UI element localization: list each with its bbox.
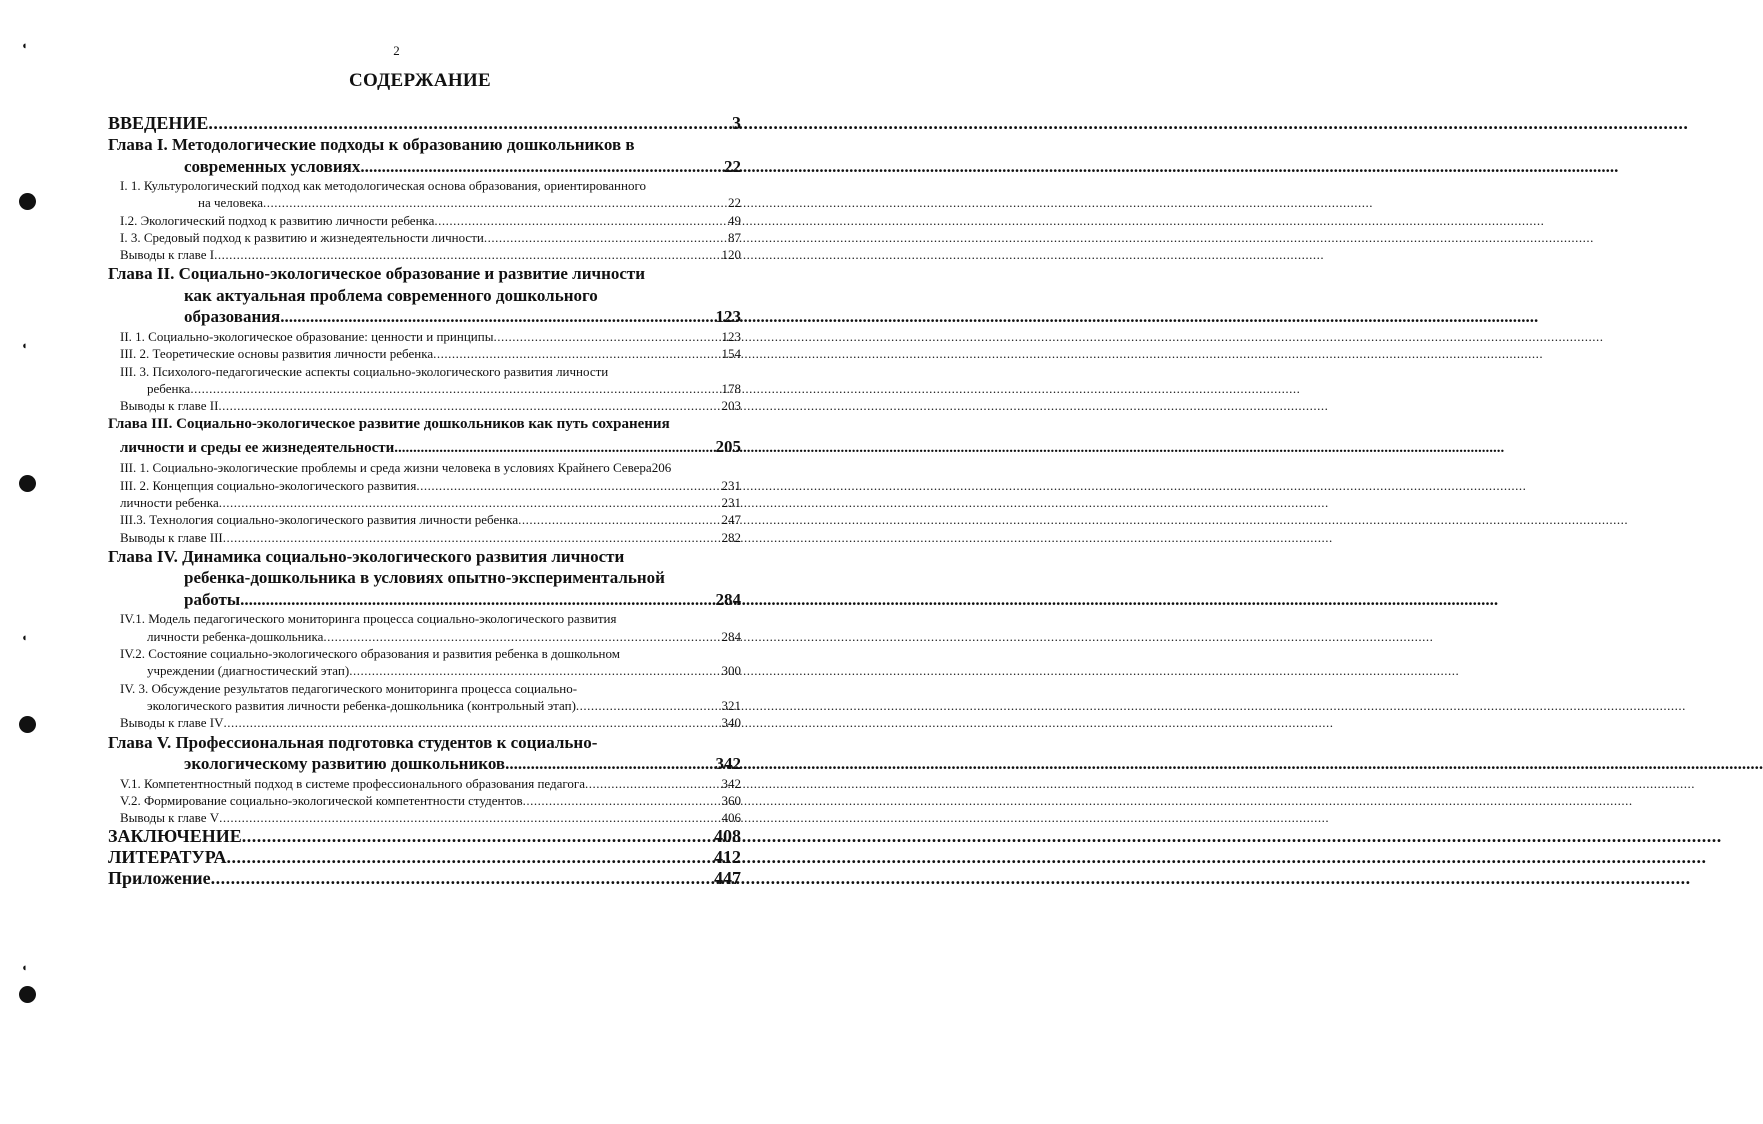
toc-section-4-1[interactable]: [120, 610, 741, 645]
chapter-title-cont: работы: [184, 589, 241, 609]
chapter-title: Глава V. Профессиональная подготовка студентов к социально-: [108, 732, 598, 752]
section-title-cont: на человека: [198, 195, 263, 211]
dot-leader: [416, 477, 721, 494]
chapter-title: Глава I. Методологические подходы к образованию дошкольников в: [108, 135, 635, 154]
toc-conclusions-1[interactable]: [120, 246, 741, 263]
toc-chapter-3[interactable]: [108, 414, 741, 459]
toc-page-number: 284: [721, 628, 741, 644]
section-title-cont: личности ребенка-дошкольника: [147, 628, 324, 644]
punch-hole-dot: [19, 193, 36, 210]
toc-section-4-3[interactable]: [120, 680, 741, 715]
punch-hole-dot: [19, 475, 36, 492]
toc-section-3-2[interactable]: [120, 477, 741, 494]
dot-leader: [493, 328, 721, 345]
dot-leader: [208, 113, 732, 134]
scan-mark: ◖: [21, 962, 28, 974]
chapter-title: Глава II. Социально-экологическое образование и развитие личности: [108, 264, 646, 284]
toc-entry-text: ВВЕДЕНИЕ: [108, 113, 209, 133]
chapter-title-cont: современных условиях: [184, 156, 361, 176]
scan-mark: ◖: [21, 632, 28, 644]
dot-leader: [484, 229, 728, 246]
toc-entry-text: Приложение: [108, 868, 211, 889]
section-title: IV. 3. Обсуждение результатов педагогического мониторинга процесса социально-: [120, 680, 578, 696]
toc-conclusions-4[interactable]: [120, 714, 741, 731]
toc-entry-appendix[interactable]: [108, 868, 741, 889]
chapter-title: Глава III. Социально-экологическое развитие дошкольников как путь сохранения: [108, 416, 670, 433]
toc-page-number: 87: [728, 229, 741, 245]
section-title: I. 3. Средовый подход к развитию и жизнедеятельности личности: [120, 229, 484, 245]
toc-conclusions-3[interactable]: [120, 529, 741, 546]
toc-page-number: 247: [721, 512, 741, 528]
toc-page-number: 231: [721, 495, 741, 511]
section-title: III.3. Технология социально-экологического развития личности ребенка: [120, 512, 519, 528]
chapter-title-cont: как актуальная проблема современного дошкольного: [184, 285, 598, 305]
dot-leader: [505, 753, 715, 775]
toc-page-number: 123: [715, 307, 741, 327]
toc-page-number: 22: [724, 156, 741, 176]
toc-entry-literature[interactable]: [108, 847, 741, 868]
dot-leader: [434, 212, 728, 229]
toc-section-2-3[interactable]: [120, 363, 741, 398]
toc-page-number: 123: [721, 328, 741, 344]
dot-leader: [433, 345, 721, 362]
dot-leader: [518, 511, 721, 528]
section-title: III. 1. Социально-экологические проблемы и среда жизни человека в условиях Крайнего Севера: [120, 460, 652, 476]
toc-page-number: 360: [721, 792, 741, 808]
section-title: I. 1. Культурологический подход как методологическая основа образования, ориентированного: [120, 178, 646, 193]
chapter-title-cont: личности и среды ее жизнедеятельности: [120, 439, 395, 456]
chapter-title-cont: ребенка-дошкольника в условиях опытно-экспериментальной: [184, 568, 665, 588]
section-title: III. 2. Концепция социально-экологического развития: [120, 477, 417, 493]
toc-section-1-2[interactable]: [120, 212, 741, 229]
toc-section-5-2[interactable]: [120, 792, 741, 809]
toc-section-1-1[interactable]: [120, 177, 741, 212]
toc-section-1-3[interactable]: [120, 229, 741, 246]
toc-section-5-1[interactable]: [120, 775, 741, 792]
dot-leader: [219, 809, 721, 826]
dot-leader: [523, 792, 722, 809]
section-title: Выводы к главе IV: [120, 715, 224, 731]
dot-leader: [280, 306, 715, 328]
section-title: V.1. Компетентностный подход в системе профессионального образования педагога: [120, 775, 586, 791]
toc-page-number: 284: [715, 589, 741, 609]
chapter-title: Глава IV. Динамика социально-экологического развития личности: [108, 546, 625, 566]
toc-section-2-1[interactable]: [120, 328, 741, 345]
toc-page-number: 154: [721, 346, 741, 362]
section-title-cont: ребенка: [147, 380, 191, 396]
section-title: Выводы к главе I: [120, 247, 215, 263]
dot-leader: [240, 589, 715, 611]
dot-leader: [218, 397, 721, 414]
page-number: 2: [393, 43, 400, 58]
toc-section-3-3[interactable]: [120, 511, 741, 528]
toc-section-2-2[interactable]: [120, 345, 741, 362]
toc-section-3-1[interactable]: [120, 459, 741, 476]
dot-leader: [190, 380, 721, 397]
toc-entry-intro[interactable]: [108, 113, 741, 134]
toc-page-number: 447: [714, 868, 741, 889]
section-title-cont: учреждении (диагностический этап): [147, 663, 350, 679]
toc-section-4-2[interactable]: [120, 645, 741, 680]
toc-entry-text: ЛИТЕРАТУРА: [108, 847, 227, 868]
punch-hole-dot: [19, 986, 36, 1003]
toc-conclusions-5[interactable]: [120, 809, 741, 826]
toc-page-number: 412: [714, 847, 741, 868]
toc-page-number: 231: [721, 477, 741, 493]
toc-page-number: 22: [728, 195, 741, 211]
section-title: III. 3. Психолого-педагогические аспекты социально-экологического развития личности: [120, 363, 609, 379]
toc-conclusions-2[interactable]: [120, 397, 741, 414]
toc-chapter-5[interactable]: [108, 732, 741, 775]
dot-leader: [223, 714, 721, 731]
toc-page-number: 406: [721, 810, 741, 826]
scan-mark: ◖: [21, 40, 28, 52]
toc-chapter-1[interactable]: [108, 134, 741, 177]
toc-entry-text: ЗАКЛЮЧЕНИЕ: [108, 826, 242, 847]
chapter-title-cont: образования: [184, 307, 281, 327]
dot-leader: [585, 775, 721, 792]
toc-page-number: 300: [721, 663, 741, 679]
section-title: Выводы к главе V: [120, 810, 220, 826]
table-of-contents: [108, 113, 741, 889]
toc-entry-conclusion[interactable]: [108, 826, 741, 847]
dot-leader: [242, 826, 714, 847]
toc-page-number: 203: [721, 398, 741, 414]
toc-section-3-2-cont[interactable]: [120, 494, 741, 511]
toc-chapter-4[interactable]: [108, 546, 741, 611]
section-title-cont: экологического развития личности ребенка-дошкольника (контрольный этап): [147, 697, 576, 713]
dot-leader: [263, 194, 728, 211]
punch-hole-dot: [19, 716, 36, 733]
dot-leader: [394, 438, 715, 460]
section-title: IV.1. Модель педагогического мониторинга процесса социально-экологического развития: [120, 611, 617, 627]
toc-page-number: 205: [715, 436, 741, 456]
dot-leader: [360, 156, 724, 178]
toc-page-number: 49: [728, 212, 741, 228]
section-title: V.2. Формирование социально-экологической компетентности студентов: [120, 792, 523, 808]
section-title: IV.2. Состояние социально-экологического образования и развития ребенка в дошкольном: [120, 646, 620, 662]
toc-page-number: 342: [715, 754, 741, 774]
chapter-title-cont: экологическому развитию дошкольников: [184, 754, 506, 774]
dot-leader: [211, 868, 714, 889]
dot-leader: [323, 628, 721, 645]
dot-leader: [226, 847, 714, 868]
section-title: Выводы к главе II: [120, 398, 219, 414]
toc-page-number: 120: [721, 247, 741, 263]
toc-page-number: 342: [721, 775, 741, 791]
toc-page-number: 206: [651, 460, 672, 476]
toc-chapter-2[interactable]: [108, 263, 741, 328]
dot-leader: [223, 529, 722, 546]
dot-leader: [214, 246, 721, 263]
section-title: личности ребенка: [120, 495, 219, 511]
dot-leader: [576, 697, 722, 714]
toc-page-number: 340: [721, 715, 741, 731]
scan-mark: ◖: [21, 340, 28, 352]
toc-page-number: 3: [732, 113, 741, 133]
toc-page-number: 282: [721, 529, 741, 545]
section-title: III. 2. Теоретические основы развития личности ребенка: [120, 346, 434, 362]
section-title: I.2. Экологический подход к развитию личности ребенка: [120, 212, 435, 228]
toc-page-number: 321: [721, 697, 741, 713]
toc-page-number: 178: [721, 380, 741, 396]
page-title: СОДЕРЖАНИЕ: [349, 70, 491, 91]
toc-page-number: 408: [714, 826, 741, 847]
dot-leader: [349, 662, 721, 679]
section-title: II. 1. Социально-экологическое образование: ценности и принципы: [120, 328, 494, 344]
dot-leader: [219, 494, 722, 511]
section-title: Выводы к главе III: [120, 529, 223, 545]
